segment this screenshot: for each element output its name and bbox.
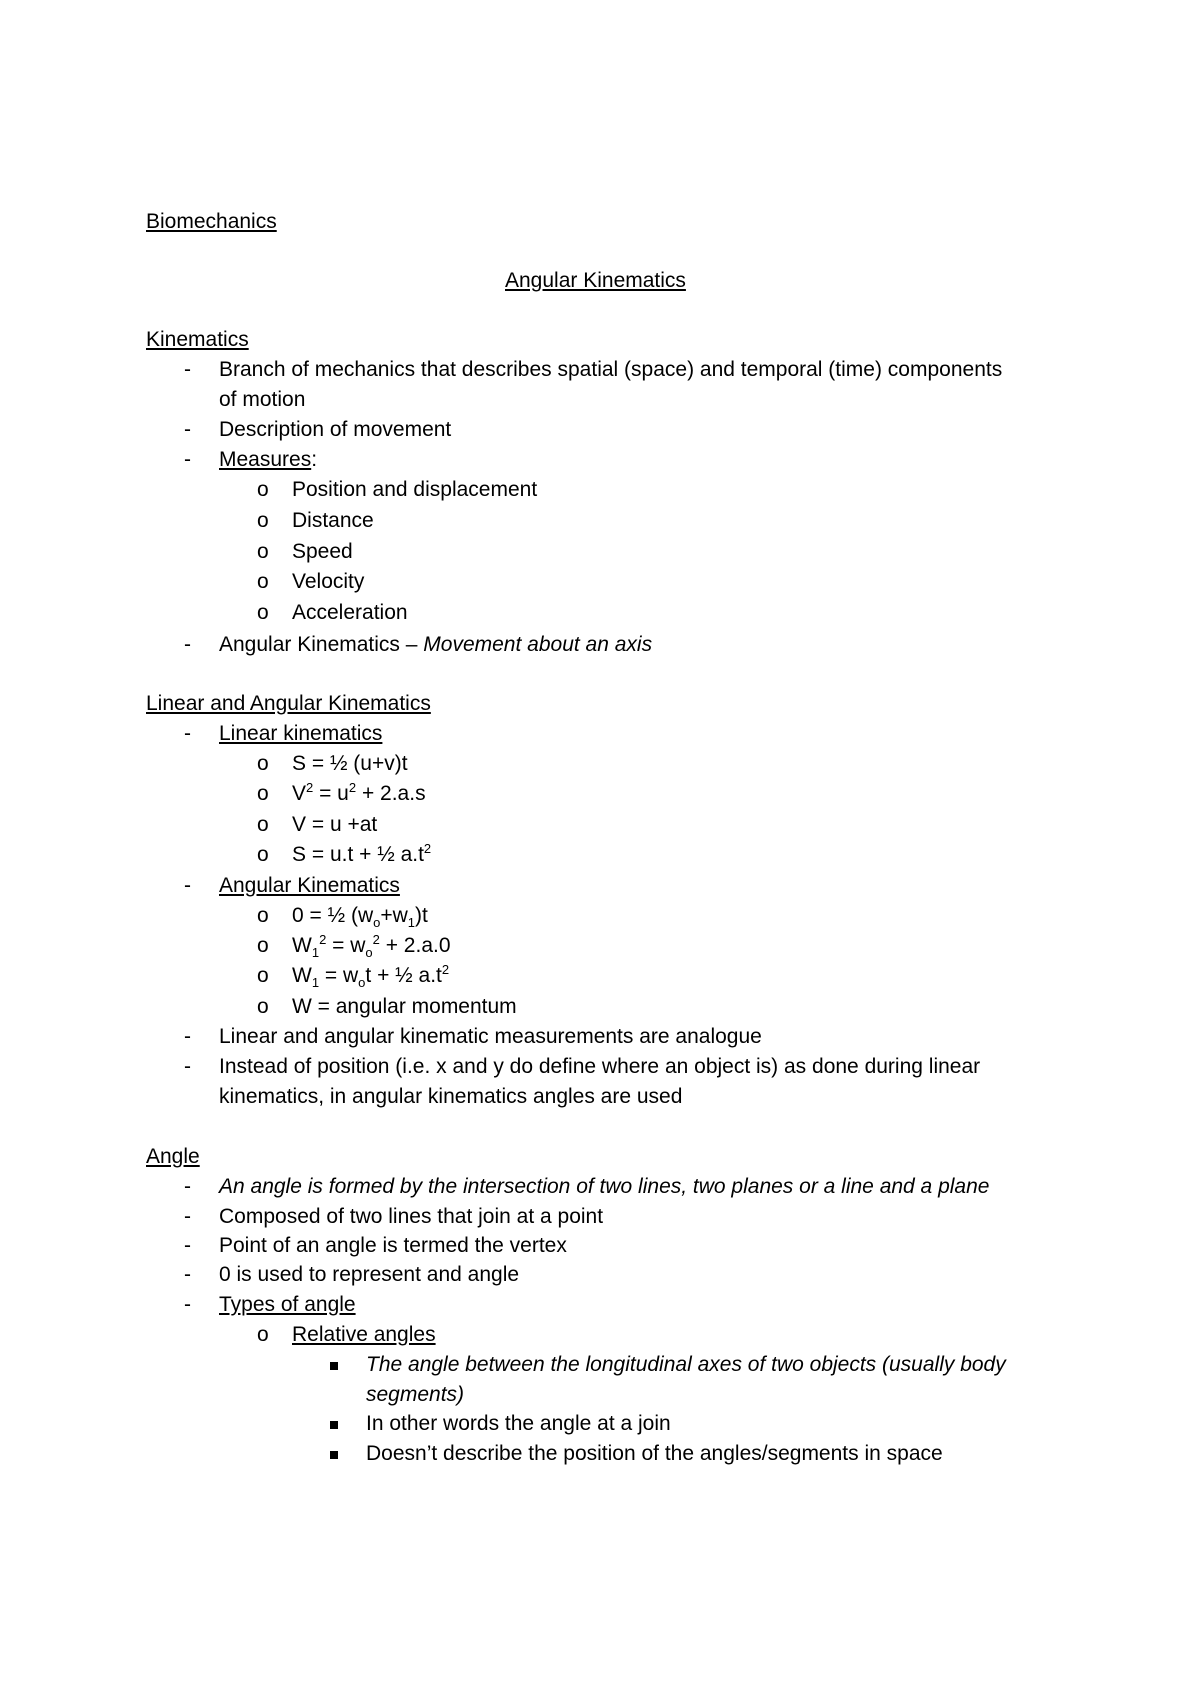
eq-part: S = u.t + ½ a.t bbox=[292, 843, 424, 866]
relative-angles-point-3: Doesn’t describe the position of the angles/segments in space bbox=[366, 1442, 943, 1465]
section-heading-linear-angular: Linear and Angular Kinematics bbox=[146, 692, 431, 715]
circle-bullet: o bbox=[257, 752, 269, 775]
angular-equation-2 bbox=[292, 932, 451, 960]
kinematics-bullet-1-cont: of motion bbox=[219, 388, 306, 411]
circle-bullet: o bbox=[257, 904, 269, 927]
kinematics-bullet-4 bbox=[219, 631, 652, 659]
circle-bullet: o bbox=[257, 964, 269, 987]
measure-item: Acceleration bbox=[292, 601, 408, 624]
dash-bullet: - bbox=[184, 358, 191, 381]
eq-subscript: o bbox=[365, 945, 373, 961]
eq-part: V bbox=[292, 782, 307, 805]
measure-item: Position and displacement bbox=[292, 478, 538, 501]
dash-bullet: - bbox=[184, 418, 191, 441]
section-heading-kinematics: Kinematics bbox=[146, 328, 249, 351]
dash-bullet: - bbox=[184, 874, 191, 897]
eq-part: = w bbox=[326, 934, 366, 957]
kinematics-bullet-1: Branch of mechanics that describes spatial (space) and temporal (time) components bbox=[219, 358, 1003, 381]
measure-item: Velocity bbox=[292, 570, 365, 593]
circle-bullet: o bbox=[257, 843, 269, 866]
eq-subscript: o bbox=[358, 975, 366, 991]
relative-angles-point-1: The angle between the longitudinal axes of two objects (usually body bbox=[366, 1353, 1006, 1376]
dash-bullet: - bbox=[184, 1263, 191, 1286]
circle-bullet: o bbox=[257, 601, 269, 624]
square-bullet-icon bbox=[330, 1421, 338, 1429]
angular-equation-4: W = angular momentum bbox=[292, 995, 517, 1018]
linear-equation-1: S = ½ (u+v)t bbox=[292, 752, 408, 775]
relative-angles-point-2: In other words the angle at a join bbox=[366, 1412, 671, 1435]
eq-part: )t bbox=[415, 904, 428, 927]
eq-part: 0 = ½ (w bbox=[292, 904, 374, 927]
kinematics-bullet-3 bbox=[219, 446, 317, 474]
dash-bullet: - bbox=[184, 1025, 191, 1048]
eq-part: = w bbox=[319, 964, 359, 987]
eq-subscript: 1 bbox=[407, 915, 416, 931]
eq-subscript: 1 bbox=[311, 975, 320, 991]
dash-bullet: - bbox=[184, 1055, 191, 1078]
linear-kinematics-label: Linear kinematics bbox=[219, 722, 383, 745]
dash-bullet: - bbox=[184, 1175, 191, 1198]
dash-bullet: - bbox=[184, 1205, 191, 1228]
linear-equation-2 bbox=[292, 780, 426, 808]
circle-bullet: o bbox=[257, 934, 269, 957]
circle-bullet: o bbox=[257, 570, 269, 593]
eq-superscript: 2 bbox=[306, 780, 314, 795]
eq-part: + 2.a.s bbox=[356, 782, 426, 805]
eq-subscript: 1 bbox=[311, 945, 320, 961]
relative-angles-label: Relative angles bbox=[292, 1323, 436, 1346]
eq-superscript: 2 bbox=[441, 962, 450, 977]
dash-bullet: - bbox=[184, 633, 191, 656]
eq-part: + 2.a.0 bbox=[379, 934, 451, 957]
eq-superscript: 2 bbox=[319, 932, 327, 947]
linear-equation-3: V = u +at bbox=[292, 813, 378, 836]
circle-bullet: o bbox=[257, 995, 269, 1018]
angular-kinematics-label: Angular Kinematics bbox=[219, 874, 400, 897]
eq-superscript: 2 bbox=[423, 841, 432, 856]
square-bullet-icon bbox=[330, 1451, 338, 1459]
subject-heading: Biomechanics bbox=[146, 210, 277, 233]
angle-bullet-3: Point of an angle is termed the vertex bbox=[219, 1234, 567, 1257]
eq-superscript: 2 bbox=[372, 932, 380, 947]
measure-item: Speed bbox=[292, 540, 353, 563]
dash-bullet: - bbox=[184, 722, 191, 745]
eq-part: +w bbox=[380, 904, 408, 927]
relative-angles-point-1-cont: segments) bbox=[366, 1383, 465, 1406]
measures-colon: : bbox=[311, 448, 318, 471]
eq-part: t + ½ a.t bbox=[365, 964, 442, 987]
angle-bullet-1: An angle is formed by the intersection of two lines, two planes or a line and a plane bbox=[219, 1175, 990, 1198]
angular-equation-3 bbox=[292, 962, 449, 990]
eq-part: = u bbox=[313, 782, 349, 805]
circle-bullet: o bbox=[257, 478, 269, 501]
linear-angular-bullet-4-cont: kinematics, in angular kinematics angles are used bbox=[219, 1085, 683, 1108]
kinematics-bullet-2: Description of movement bbox=[219, 418, 452, 441]
circle-bullet: o bbox=[257, 1323, 269, 1346]
dash-bullet: - bbox=[184, 448, 191, 471]
linear-angular-bullet-3: Linear and angular kinematic measurements are analogue bbox=[219, 1025, 762, 1048]
angle-bullet-4: 0 is used to represent and angle bbox=[219, 1263, 520, 1286]
eq-part: W bbox=[292, 934, 312, 957]
eq-subscript: o bbox=[373, 915, 381, 931]
angle-bullet-2: Composed of two lines that join at a point bbox=[219, 1205, 604, 1228]
page-title: Angular Kinematics bbox=[505, 269, 686, 292]
eq-part: W bbox=[292, 964, 312, 987]
angular-kinematics-term: Angular Kinematics – bbox=[219, 633, 424, 656]
circle-bullet: o bbox=[257, 782, 269, 805]
measures-label: Measures bbox=[219, 448, 312, 471]
linear-angular-bullet-4: Instead of position (i.e. x and y do define where an object is) as done during linear bbox=[219, 1055, 981, 1078]
measure-item: Distance bbox=[292, 509, 374, 532]
linear-equation-4 bbox=[292, 841, 431, 869]
section-heading-angle: Angle bbox=[146, 1145, 200, 1168]
angular-kinematics-definition: Movement about an axis bbox=[423, 633, 653, 656]
circle-bullet: o bbox=[257, 540, 269, 563]
circle-bullet: o bbox=[257, 509, 269, 532]
dash-bullet: - bbox=[184, 1293, 191, 1316]
types-of-angle-label: Types of angle bbox=[219, 1293, 356, 1316]
dash-bullet: - bbox=[184, 1234, 191, 1257]
eq-superscript: 2 bbox=[348, 780, 357, 795]
square-bullet-icon bbox=[330, 1362, 338, 1370]
circle-bullet: o bbox=[257, 813, 269, 836]
angular-equation-1 bbox=[292, 902, 428, 930]
